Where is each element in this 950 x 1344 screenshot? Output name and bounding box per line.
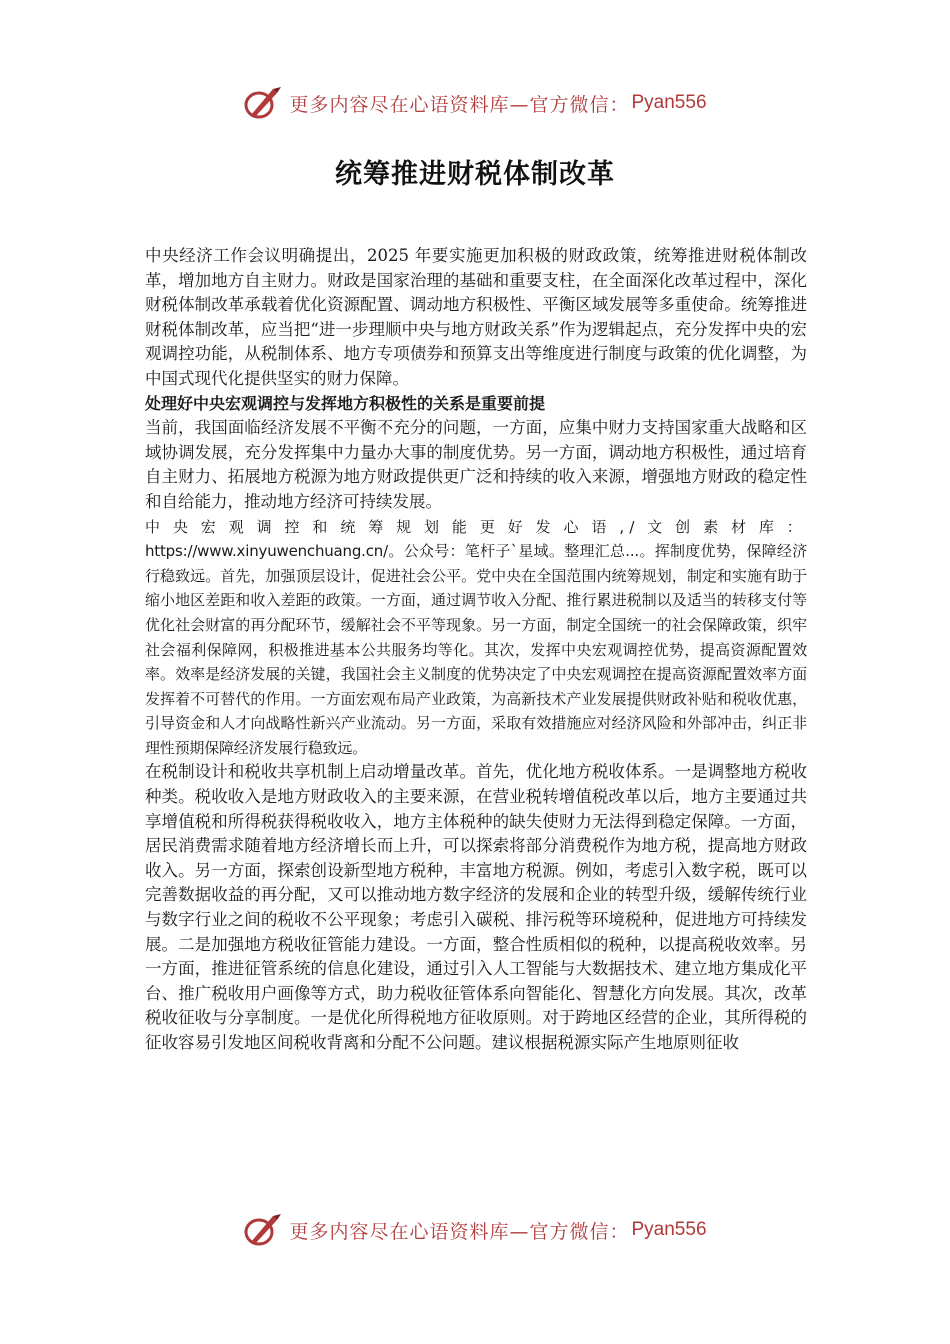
watermark-handle: Pyan556 <box>631 92 707 113</box>
section-heading: 处理好中央宏观调控与发挥地方积极性的关系是重要前提 <box>145 393 546 413</box>
watermark-text: 更多内容尽在心语资料库—官方微信： <box>289 93 630 116</box>
paragraph-macro-control-body: https://www.xinyuwenchuang.cn/。公众号：笔杆子`星域。整理汇总...。挥制度优势，保障经济行稳致远。首先，加强顶层设计，促进社会公平。党中央在全国范围内统筹规划，制定和实施有助于缩小地区差距和收入差距的政策。一方面，通过调节收入分配、推行累进税制以及适当的转移支付等优化社会财富的再分配环节，缓解社会不平等现象。另一方面，制定全国统一的社会保障政策，织牢社会福利保障网，积极推进基本公共服务均等化。其次，发挥中央宏观调控优势，提高资源配置效率。效率是经济发展的关键，我国社会主义制度的优势决定了中央宏观调控在提高资源配置效率方面发挥着不可替代的作用。一方面宏观布局产业政策，为高新技术产业发展提供财政补贴和税收优惠，引导资金和人才向战略性新兴产业流动。另一方面，采取有效措施应对经济风险和外部冲击，纠正非理性预期保障经济发展行稳致远。 <box>145 542 807 757</box>
watermark-header <box>0 83 950 123</box>
document-title: 统筹推进财税体制改革 <box>335 159 615 190</box>
quill-logo-icon <box>243 85 283 121</box>
paragraph-macro-control-lead: 中央宏观调控和统筹规划能更好发心语,/文创素材库： <box>145 517 807 536</box>
paragraph-macro-control <box>145 515 807 761</box>
watermark-footer <box>0 1210 950 1250</box>
watermark-text: 更多内容尽在心语资料库—官方微信： <box>289 1220 630 1243</box>
paragraph-intro: 中央经济工作会议明确提出，2025 年要实施更加积极的财政政策，统筹推进财税体制改革，增加地方自主财力。财政是国家治理的基础和重要支柱，在全面深化改革过程中，深化财税体制改革承载着优化资源配置、调动地方积极性、平衡区域发展等多重使命。统筹推进财税体制改革，应当把“进一步理顺中央与地方财政关系”作为逻辑起点，充分发挥中央的宏观调控功能，从税制体系、地方专项债券和预算支出等维度进行制度与政策的优化调整，为中国式现代化提供坚实的财力保障。 <box>145 246 807 388</box>
watermark-handle: Pyan556 <box>631 1219 707 1240</box>
document-body <box>145 244 807 1056</box>
paragraph-tax-reform: 在税制设计和税收共享机制上启动增量改革。首先，优化地方税收体系。一是调整地方税收种类。税收收入是地方财政收入的主要来源，在营业税转增值税改革以后，地方主要通过共享增值税和所得税获得税收收入，地方主体税种的缺失使财力无法得到稳定保障。一方面，居民消费需求随着地方经济增长而上升，可以探索将部分消费税作为地方税，提高地方财政收入。另一方面，探索创设新型地方税种，丰富地方税源。例如，考虑引入数字税，既可以完善数据收益的再分配，又可以推动地方数字经济的发展和企业的转型升级，缓解传统行业与数字行业之间的税收不公平现象；考虑引入碳税、排污税等环境税种，促进地方可持续发展。二是加强地方税收征管能力建设。一方面，整合性质相似的税种，以提高税收效率。另一方面，推进征管系统的信息化建设，通过引入人工智能与大数据技术、建立地方集成化平台、推广税收用户画像等方式，助力税收征管体系向智能化、智慧化方向发展。其次，改革税收征收与分享制度。一是优化所得税地方征收原则。对于跨地区经营的企业，其所得税的征收容易引发地区间税收背离和分配不公问题。建议根据税源实际产生地原则征收 <box>145 762 807 1052</box>
paragraph-current-situation: 当前，我国面临经济发展不平衡不充分的问题，一方面，应集中财力支持国家重大战略和区域协调发展，充分发挥集中力量办大事的制度优势。另一方面，调动地方积极性，通过培育自主财力、拓展地方税源为地方财政提供更广泛和持续的收入来源，增强地方财政的稳定性和自给能力，推动地方经济可持续发展。 <box>145 418 807 511</box>
quill-logo-icon <box>243 1212 283 1248</box>
